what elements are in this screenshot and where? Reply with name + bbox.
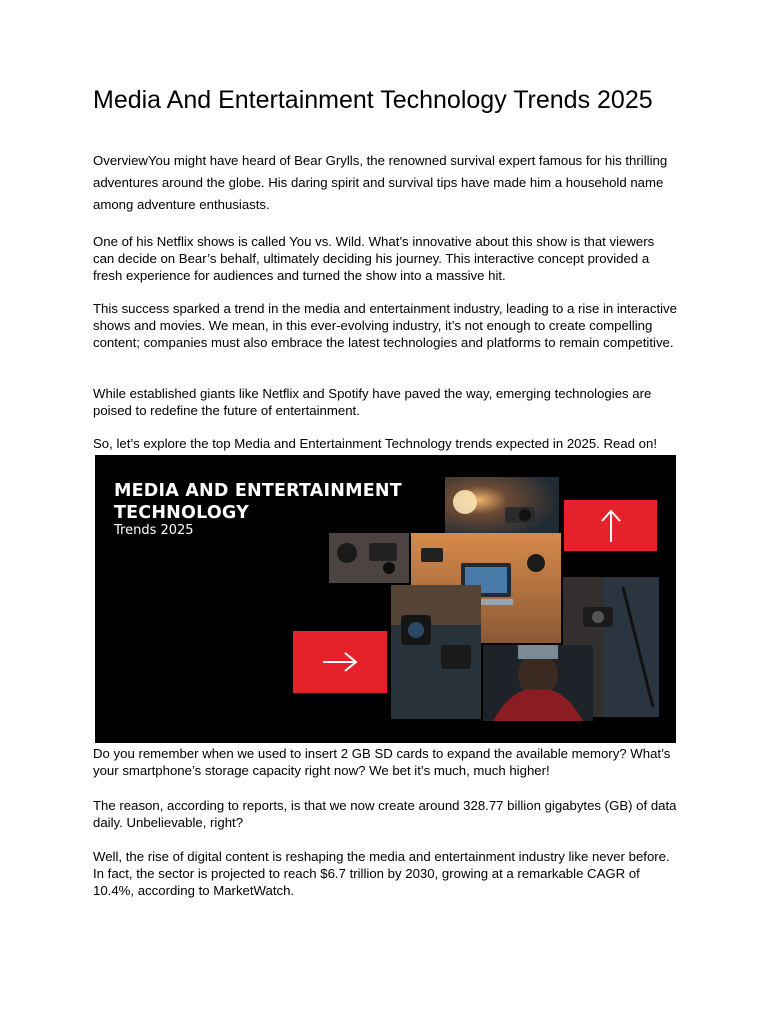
paragraph-trend: This success sparked a trend in the media and entertainment industry, leading to a rise in interactive shows and movies. We mean, in this ever-evolving industry, it’s not enough to create compelling content; companies must also embrace the latest technologies and platforms to remain competitive.	[93, 301, 677, 350]
page-title: Media And Entertainment Technology Trends 2025	[93, 86, 653, 114]
banner-subheading: Trends 2025	[114, 523, 194, 538]
photo-tile-top	[445, 477, 559, 535]
paragraph-netflix-show: One of his Netflix shows is called You vs. Wild. What’s innovative about this show is that viewers can decide on Bear’s behalf, ultimately deciding his journey. This interactive concept provided a fresh experience for audiences and turned the show into a massive hit.	[93, 234, 655, 283]
paragraph-sd-cards: Do you remember when we used to insert 2 GB SD cards to expand the available memory? What’s your smartphone’s storage capacity right now? We bet it’s much, much higher!	[93, 746, 671, 778]
paragraph-giants: While established giants like Netflix and Spotify have paved the way, emerging technologies are poised to redefine the future of entertainment.	[93, 386, 652, 418]
banner-heading: MEDIA AND ENTERTAINMENT TECHNOLOGY	[114, 481, 402, 523]
right-arrow-box	[293, 631, 387, 693]
arrow-right-icon	[322, 651, 358, 673]
up-arrow-box	[564, 500, 657, 551]
photo-tile-left	[329, 533, 409, 583]
arrow-up-icon	[599, 509, 623, 543]
photo-tile-bottom-left	[391, 585, 481, 719]
paragraph-data-daily: The reason, according to reports, is that we now create around 328.77 billion gigabytes (GB) of data daily. Unbelievable, right?	[93, 798, 677, 830]
paragraph-overview: OverviewYou might have heard of Bear Grylls, the renowned survival expert famous for his thrilling adventures around the globe. His daring spirit and survival tips have made him a household name among adventure enthusiasts.	[93, 153, 668, 212]
hero-banner-image	[95, 455, 676, 743]
paragraph-market-growth: Well, the rise of digital content is reshaping the media and entertainment industry like never before. In fact, the sector is projected to reach $6.7 trillion by 2030, growing at a remarkable CAGR of 10.4%, according to MarketWatch.	[93, 849, 670, 898]
paragraph-explore: So, let’s explore the top Media and Entertainment Technology trends expected in 2025. Read on!	[93, 436, 658, 451]
photo-tile-person	[483, 645, 593, 721]
